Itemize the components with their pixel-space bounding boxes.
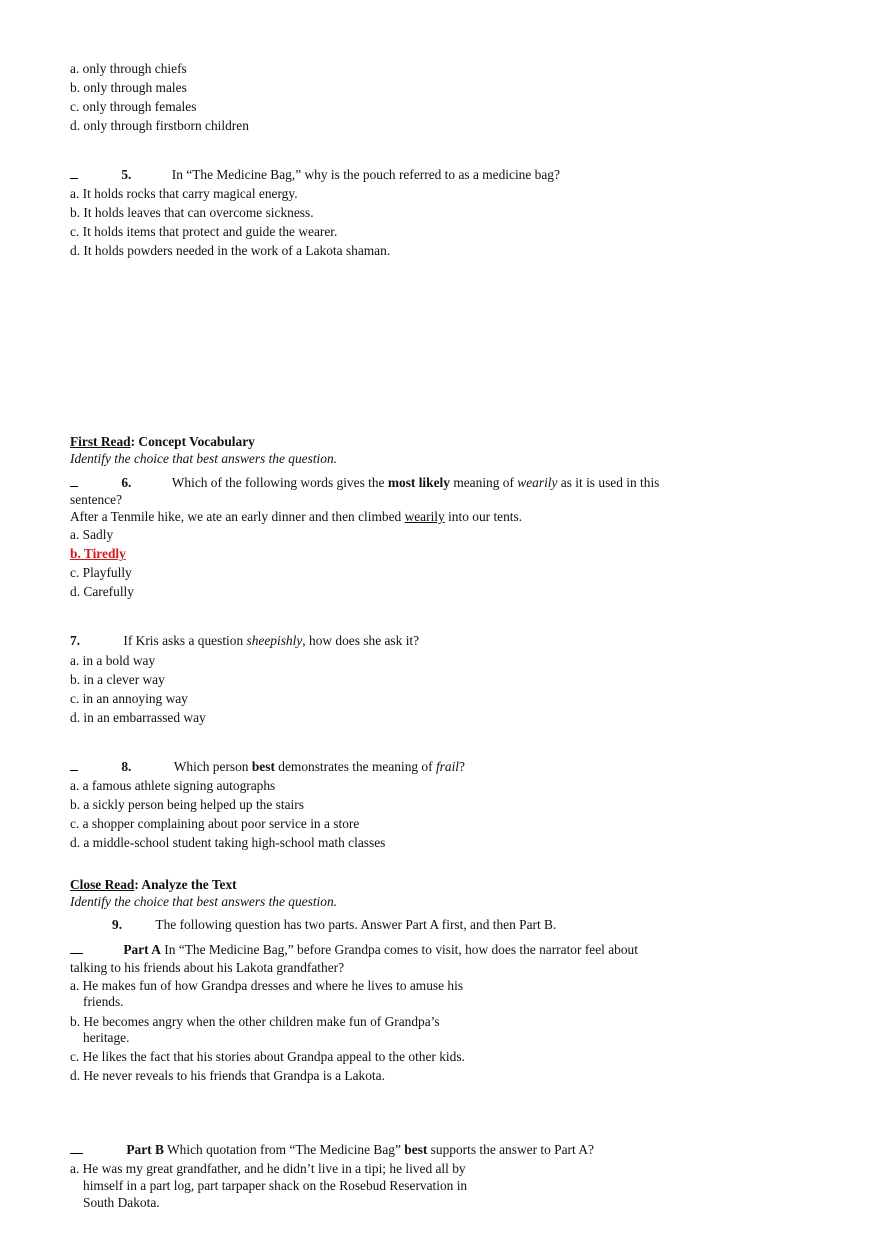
section-title-rest: : Concept Vocabulary [130, 434, 255, 449]
q5-number: 5. [121, 167, 132, 182]
q4-option-c: c. only through females [70, 99, 197, 114]
q6-text-bold: most likely [387, 475, 450, 490]
q7-number: 7. [70, 633, 81, 648]
section-title-underlined: First Read [70, 434, 131, 449]
q9-part-a-option-d: d. He never reveals to his friends that Grandpa is a Lakota. [70, 1068, 385, 1083]
q5-option-c: c. It holds items that protect and guide the wearer. [70, 224, 338, 239]
answer-blank[interactable] [70, 759, 78, 771]
q9-part-b-option-a: a. He was my great grandfather, and he didn’t live in a tipi; he lived all by [70, 1161, 466, 1176]
q6-question [70, 475, 659, 491]
q6-text-c: as it is used in this [557, 475, 660, 490]
q9-part-a-question [70, 942, 638, 958]
q9-part-b-text-a: Which quotation from “The Medicine Bag” [163, 1142, 405, 1157]
q9-part-b-text-bold: best [404, 1142, 428, 1157]
q9-part-b-label: Part B [126, 1142, 164, 1157]
q5-option-b: b. It holds leaves that can overcome sickness. [70, 205, 314, 220]
section-title-underlined: Close Read [70, 877, 135, 892]
q4-option-d: d. only through firstborn children [70, 118, 249, 133]
q5-question [70, 167, 560, 183]
q8-option-d: d. a middle-school student taking high-school math classes [70, 835, 386, 850]
q9-part-a-option-b: b. He becomes angry when the other children make fun of Grandpa’s [70, 1014, 440, 1029]
q6-sentence-a: After a Tenmile hike, we ate an early dinner and then climbed [70, 509, 405, 524]
q8-text-bold: best [251, 759, 275, 774]
q9-part-a-text: In “The Medicine Bag,” before Grandpa comes to visit, how does the narrator feel about [160, 942, 638, 957]
q7-option-b: b. in a clever way [70, 672, 165, 687]
q9-number: 9. [112, 917, 123, 932]
q9-part-a-text-cont: talking to his friends about his Lakota grandfather? [70, 960, 345, 975]
q7-option-a: a. in a bold way [70, 653, 156, 668]
q9-part-a-option-a: a. He makes fun of how Grandpa dresses and where he lives to amuse his [70, 978, 464, 993]
answer-blank[interactable] [70, 1142, 83, 1154]
section-heading-close-read [70, 877, 237, 893]
q8-text-italic: frail [435, 759, 460, 774]
q9-text: The following question has two parts. Answer Part A first, and then Part B. [155, 917, 557, 932]
q6-number: 6. [121, 475, 132, 490]
q6-text-b: meaning of [449, 475, 518, 490]
q7-text-a: If Kris asks a question [123, 633, 247, 648]
q9-part-a-label: Part A [123, 942, 161, 957]
q9-part-b-option-a-cont2: South Dakota. [83, 1195, 160, 1210]
answer-blank[interactable] [70, 942, 83, 954]
q8-option-a: a. a famous athlete signing autographs [70, 778, 276, 793]
q7-option-d: d. in an embarrassed way [70, 710, 206, 725]
answer-blank[interactable] [70, 475, 78, 487]
q8-question [70, 759, 465, 775]
q7-option-c: c. in an annoying way [70, 691, 188, 706]
q8-text-b: demonstrates the meaning of [274, 759, 436, 774]
answer-blank[interactable] [70, 167, 78, 179]
q6-sentence-b: into our tents. [444, 509, 523, 524]
q6-sentence [70, 509, 522, 525]
q5-option-d: d. It holds powders needed in the work of a Lakota shaman. [70, 243, 391, 258]
section-title-rest: : Analyze the Text [134, 877, 237, 892]
q9-part-b-option-a-cont: himself in a part log, part tarpaper shack on the Rosebud Reservation in [83, 1178, 468, 1193]
q6-text-italic: wearily [517, 475, 558, 490]
q8-option-c: c. a shopper complaining about poor service in a store [70, 816, 360, 831]
q8-number: 8. [121, 759, 132, 774]
q8-option-b: b. a sickly person being helped up the stairs [70, 797, 304, 812]
q9-part-b-text-b: supports the answer to Part A? [427, 1142, 594, 1157]
q6-option-b-selected: b. Tiredly [70, 546, 126, 561]
q6-sentence-underlined: wearily [404, 509, 445, 524]
q7-text-italic: sheepishly [246, 633, 303, 648]
section2-instructions: Identify the choice that best answers the question. [70, 894, 338, 909]
q5-text: In “The Medicine Bag,” why is the pouch referred to as a medicine bag? [171, 167, 560, 182]
q9-part-a-option-c: c. He likes the fact that his stories about Grandpa appeal to the other kids. [70, 1049, 465, 1064]
q6-option-a: a. Sadly [70, 527, 114, 542]
q6-text-cont: sentence? [70, 492, 123, 507]
section1-instructions: Identify the choice that best answers the question. [70, 451, 338, 466]
q9-part-a-option-a-cont: friends. [83, 994, 124, 1009]
q9-intro [112, 917, 556, 933]
q8-text-a: Which person [173, 759, 252, 774]
q4-option-a: a. only through chiefs [70, 61, 187, 76]
q6-option-c: c. Playfully [70, 565, 132, 580]
q9-part-a-option-b-cont: heritage. [83, 1030, 130, 1045]
q7-question [70, 633, 419, 649]
q6-option-d: d. Carefully [70, 584, 134, 599]
q6-text-a: Which of the following words gives the [171, 475, 388, 490]
section-heading-first-read [70, 434, 255, 450]
q5-option-a: a. It holds rocks that carry magical energy. [70, 186, 298, 201]
q9-part-b-question [70, 1142, 594, 1158]
q4-option-b: b. only through males [70, 80, 187, 95]
q8-text-c: ? [459, 759, 465, 774]
q7-text-b: , how does she ask it? [302, 633, 420, 648]
